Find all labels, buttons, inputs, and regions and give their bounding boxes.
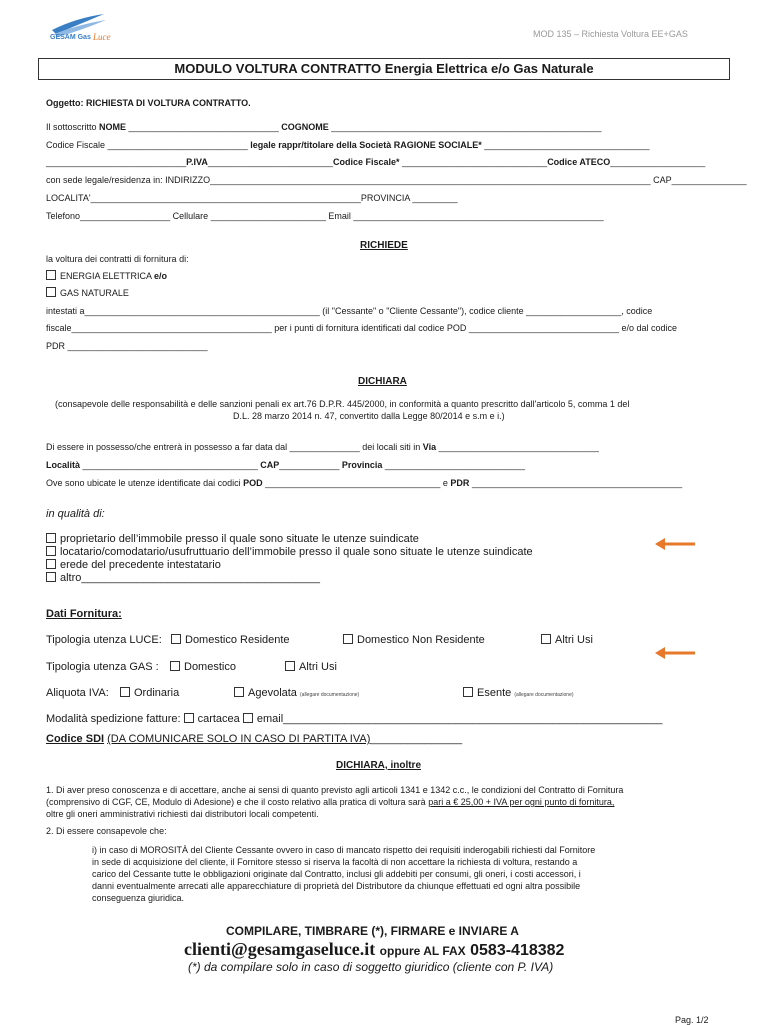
spedizione-option-email[interactable]: email — [243, 713, 283, 725]
logo-text-luce: Luce — [93, 32, 111, 42]
luce-option-domestico-non-residente[interactable]: Domestico Non Residente — [343, 634, 485, 646]
pdr-line[interactable]: PDR ____________________________ — [46, 341, 208, 351]
inoltre-p2-sub-4: danni eventualmente arrecati alle apparecchiature di proprietà del Distributore da chiunque effettuati ed ogni altra possibile — [92, 881, 581, 891]
fornitura-heading: Dati Fornitura: — [46, 608, 122, 620]
email-field[interactable]: __________________________________________________ — [353, 211, 604, 221]
qualita-item[interactable]: erede del precedente intestatario — [46, 559, 221, 571]
gas-option-altri-usi[interactable]: Altri Usi — [285, 661, 337, 673]
footer-contact: clienti@gesamgaseluce.it oppure AL FAX 0583-418382 — [184, 939, 565, 959]
inoltre-p1-1: 1. Di aver preso conoscenza e di accettare, anche ai sensi di quanto previsto agli articoli 1341 e 1342 c.c., le condizioni del Contratto di Fornitura — [46, 785, 624, 795]
inoltre-p1-2: (comprensivo di CGF, CE, Modulo di Adesione) e che il costo relativo alla pratica di voltura sarà pari a € 25,00 + IVA per ogni punto di fornitura, — [46, 797, 615, 807]
footer-instructions: COMPILARE, TIMBRARE (*), FIRMARE e INVIARE A — [226, 924, 519, 938]
footer-note: (*) da compilare solo in caso di soggetto giuridico (cliente con P. IVA) — [188, 960, 554, 974]
gas-option-domestico[interactable]: Domestico — [170, 661, 236, 673]
qualita-item[interactable]: altro_______________________________________ — [46, 572, 320, 584]
title-box — [38, 58, 730, 80]
line-localita: LOCALITA'______________________________________________________PROVINCIA _________ — [46, 193, 458, 203]
cellulare-field[interactable]: _______________________ — [210, 211, 326, 221]
telefono-field[interactable]: __________________ — [80, 211, 171, 221]
page-title: MODULO VOLTURA CONTRATTO Energia Elettrica e/o Gas Naturale — [174, 61, 594, 76]
arrow-left-icon — [655, 646, 695, 660]
checkbox[interactable] — [46, 270, 56, 280]
page-number: Pag. 1/2 — [675, 1015, 709, 1025]
iva-option-agevolata[interactable]: Agevolata (allegare documentazione) — [234, 687, 359, 699]
iva-label: Aliquota IVA: — [46, 687, 109, 699]
luce-label: Tipologia utenza LUCE: — [46, 634, 162, 646]
logo — [46, 12, 116, 46]
indirizzo-field[interactable]: ________________________________________________________________________________________ — [210, 175, 651, 185]
luce-option-altri-usi[interactable]: Altri Usi — [541, 634, 593, 646]
provincia-field[interactable]: _________ — [412, 193, 458, 203]
ragione-sociale-field[interactable]: _________________________________ — [484, 140, 650, 150]
localita-line: Località ___________________________________ CAP____________ Provincia ____________________________ — [46, 460, 526, 470]
intestati-line[interactable]: intestati a_______________________________________________ (il "Cessante" o "Cliente Cessante"), codice cliente ___________________, codice — [46, 306, 653, 316]
richiede-intro: la voltura dei contratti di fornitura di: — [46, 254, 189, 264]
ove-line: Ove sono ubicate le utenze identificate dai codici POD ___________________________________ e PDR __________________________________________ — [46, 478, 683, 488]
qualita-item[interactable]: locatario/comodatario/usufruttuario dell’immobile presso il quale sono situate le utenze suindicate — [46, 546, 533, 558]
cf-field[interactable]: ____________________________ — [107, 140, 248, 150]
option-energia-elettrica[interactable]: ENERGIA ELETTRICA e/o — [46, 270, 167, 281]
inoltre-p2-sub-3: carico del Cessante tutte le obbligazioni originate dal Contratto, inclusi gli addebiti per consumi, gli oneri, i costi accessori, i — [92, 869, 581, 879]
line-telefono: Telefono__________________ Cellulare _______________________ Email __________________________________________________ — [46, 211, 604, 221]
inoltre-p2-sub-5: conseguenza giuridica. — [92, 893, 185, 903]
piva-field[interactable]: _________________________ — [207, 157, 333, 167]
cognome-field[interactable]: ______________________________________________________ — [331, 122, 602, 132]
spedizione-line: Modalità spedizione fatture: cartacea email______________________________________________________________ — [46, 713, 663, 725]
mod-code: MOD 135 – Richiesta Voltura EE+GAS — [533, 29, 688, 39]
possesso-line: Di essere in possesso/che entrerà in possesso a far data dal ______________ dei locali siti in Via ________________________________ — [46, 442, 599, 452]
cap-field[interactable]: _______________ — [671, 175, 747, 185]
nome-field[interactable]: ______________________________ — [128, 122, 279, 132]
sdi-line: Codice SDI (DA COMUNICARE SOLO IN CASO DI PARTITA IVA)_______________ — [46, 733, 463, 745]
gas-label: Tipologia utenza GAS : — [46, 661, 159, 673]
fax-number: 0583-418382 — [470, 942, 565, 959]
email-spedizione-field[interactable]: ______________________________________________________________ — [283, 713, 663, 725]
inoltre-p1-3: oltre gli oneri amministrativi richiesti dai distributori locali competenti. — [46, 809, 319, 819]
line-cf: Codice Fiscale ____________________________ legale rappr/titolare della Società RAGIONE SOCIALE* _________________________________ — [46, 140, 650, 150]
dichiara-note-2: D.L. 28 marzo 2014 n. 47, convertito dalla Legge 80/2014 e s.m e i.) — [233, 411, 505, 421]
localita-field[interactable]: ______________________________________________________ — [90, 193, 361, 203]
iva-option-esente[interactable]: Esente (allegare documentazione) — [463, 687, 574, 699]
line-indirizzo: con sede legale/residenza in: INDIRIZZO________________________________________________________________________________________ CAP_______________ — [46, 175, 747, 185]
inoltre-p2-sub-1: i) in caso di MOROSITÀ del Cliente Cessante ovvero in caso di mancato rispetto dei requisiti inderogabili richiesti dal Fornitore — [92, 845, 596, 855]
dichiara-note-1: (consapevole delle responsabilità e delle sanzioni penali ex art.76 D.P.R. 445/2000, in conformità a quanto prescritto dall'articolo 5, comma 1 del — [55, 399, 630, 409]
dichiara-heading: DICHIARA — [358, 376, 407, 387]
inoltre-p2: 2. Di essere consapevole che: — [46, 826, 167, 836]
line-nome: Il sottoscritto NOME ______________________________ COGNOME ______________________________________________________ — [46, 122, 602, 132]
contact-email[interactable]: clienti@gesamgaseluce.it — [184, 939, 376, 959]
logo-text: GESAM Gas — [50, 34, 91, 41]
subject: Oggetto: RICHIESTA DI VOLTURA CONTRATTO. — [46, 98, 251, 108]
arrow-left-icon — [655, 537, 695, 551]
inoltre-p2-sub-2: in sede di acquisizione del cliente, il Fornitore stesso si riserva la facoltà di non accettare la richiesta di voltura, restando a — [92, 857, 578, 867]
richiede-heading: RICHIEDE — [360, 240, 408, 251]
fiscale-line[interactable]: fiscale________________________________________ per i punti di fornitura identificati dal codice POD ______________________________ e/o dal codice — [46, 323, 678, 333]
qualita-heading: in qualità di: — [46, 508, 105, 520]
spedizione-option-cartacea[interactable]: cartacea — [184, 713, 240, 725]
iva-option-ordinaria[interactable]: Ordinaria — [120, 687, 179, 699]
qualita-item[interactable]: proprietario dell’immobile presso il quale sono situate le utenze suindicate — [46, 533, 419, 545]
ateco-field[interactable]: ___________________ — [610, 157, 706, 167]
checkbox[interactable] — [46, 287, 56, 297]
line-piva: ____________________________P.IVA_________________________Codice Fiscale* _____________________________Codice ATECO___________________ — [46, 157, 706, 167]
luce-option-domestico-residente[interactable]: Domestico Residente — [171, 634, 290, 646]
sdi-field[interactable]: _______________ — [370, 733, 463, 745]
option-gas-naturale[interactable]: GAS NATURALE — [46, 287, 129, 298]
inoltre-heading: DICHIARA, inoltre — [336, 760, 421, 771]
